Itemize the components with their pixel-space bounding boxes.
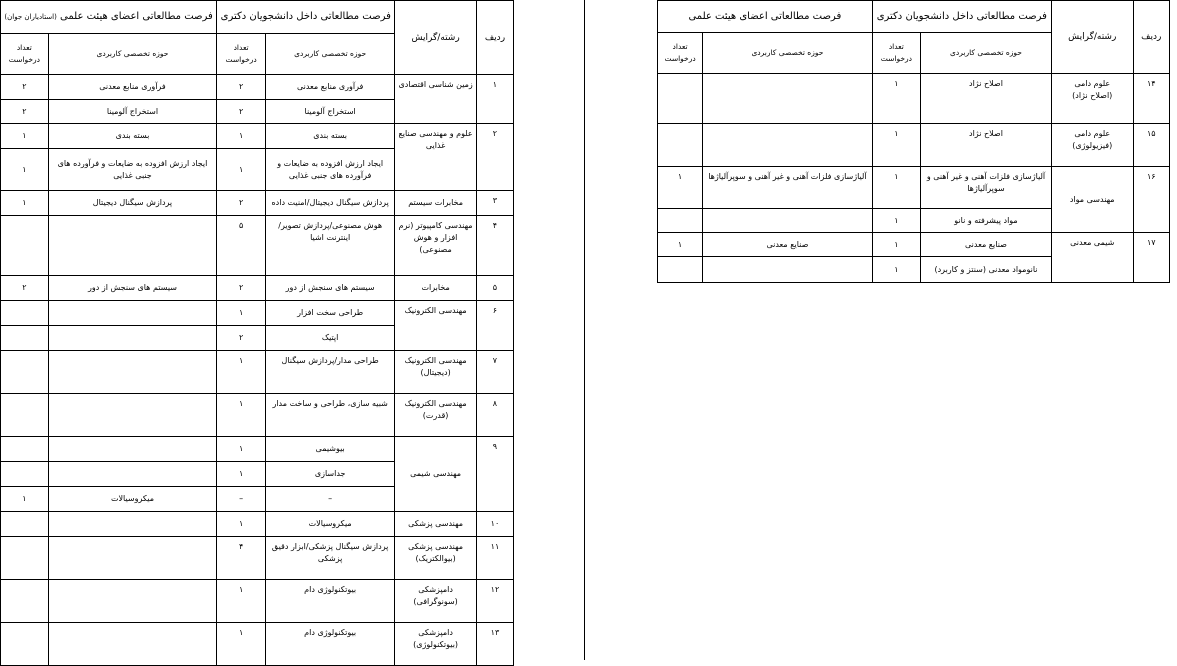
student-domain-cell: طراحی سخت افزار bbox=[266, 301, 395, 326]
row-number: ۱۴ bbox=[1133, 74, 1169, 124]
faculty-domain-cell bbox=[703, 74, 873, 124]
student-count-cell: ۱ bbox=[217, 580, 266, 623]
faculty-domain-cell bbox=[48, 351, 217, 394]
field-cell: دامپزشکی (سونوگرافی) bbox=[395, 580, 477, 623]
row-number: ۱ bbox=[476, 75, 513, 124]
student-domain-cell: جداسازی bbox=[266, 462, 395, 487]
student-count-cell: ۱ bbox=[217, 462, 266, 487]
faculty-domain-cell: استخراج آلومینا bbox=[48, 100, 217, 124]
faculty-count-cell bbox=[1, 580, 49, 623]
student-count-cell: ۱ bbox=[217, 149, 266, 191]
student-count-cell: ۱ bbox=[217, 512, 266, 537]
student-domain-cell: اپتیک bbox=[266, 326, 395, 351]
student-count-cell: ۲ bbox=[217, 191, 266, 216]
header-student-domain: حوزه تخصصی کاربردی bbox=[266, 34, 395, 75]
faculty-domain-cell bbox=[48, 301, 217, 326]
header-faculty-domain: حوزه تخصصی کاربردی bbox=[48, 34, 217, 75]
student-domain-cell: سیستم های سنجش از دور bbox=[266, 276, 395, 301]
student-count-cell: ۱ bbox=[872, 124, 920, 167]
student-count-cell: ۲ bbox=[217, 100, 266, 124]
header-faculty-group: فرصت مطالعاتی اعضای هیئت علمی (استادیاران جوان) bbox=[1, 1, 217, 34]
faculty-domain-cell bbox=[703, 209, 873, 233]
header-faculty-count: تعداد درخواست bbox=[1, 34, 49, 75]
faculty-count-cell bbox=[1, 326, 49, 351]
faculty-count-cell bbox=[1, 512, 49, 537]
field-cell: علوم دامی (فیزیولوژی) bbox=[1051, 124, 1133, 167]
table-row bbox=[1, 351, 514, 394]
row-number: ۶ bbox=[476, 301, 513, 351]
field-cell: مخابرات bbox=[395, 276, 477, 301]
faculty-domain-cell: سیستم های سنجش از دور bbox=[48, 276, 217, 301]
faculty-domain-cell bbox=[48, 394, 217, 437]
faculty-domain-cell bbox=[703, 124, 873, 167]
student-count-cell: ۲ bbox=[217, 276, 266, 301]
faculty-count-cell bbox=[658, 257, 703, 283]
row-number: ۱۱ bbox=[476, 537, 513, 580]
faculty-count-cell: ۲ bbox=[1, 100, 49, 124]
student-domain-cell: اصلاح نژاد bbox=[921, 124, 1052, 167]
field-cell: مهندسی الکترونیک (قدرت) bbox=[395, 394, 477, 437]
row-number: ۱۲ bbox=[476, 580, 513, 623]
faculty-domain-cell: صنایع معدنی bbox=[703, 233, 873, 257]
faculty-domain-cell bbox=[48, 580, 217, 623]
faculty-count-cell bbox=[1, 301, 49, 326]
student-domain-cell: طراحی مدار/پردازش سیگنال bbox=[266, 351, 395, 394]
header-field: رشته/گرایش bbox=[395, 1, 477, 75]
faculty-domain-cell bbox=[703, 257, 873, 283]
student-domain-cell: بیوتکنولوژی دام bbox=[266, 580, 395, 623]
student-count-cell: ۱ bbox=[217, 351, 266, 394]
faculty-domain-cell bbox=[48, 437, 217, 462]
field-cell: علوم و مهندسی صنایع غذایی bbox=[395, 124, 477, 191]
row-number: ۵ bbox=[476, 276, 513, 301]
left-study-table bbox=[0, 0, 514, 666]
header-faculty-domain: حوزه تخصصی کاربردی bbox=[703, 33, 873, 74]
row-number: ۱۰ bbox=[476, 512, 513, 537]
faculty-count-cell bbox=[1, 437, 49, 462]
faculty-domain-cell bbox=[48, 537, 217, 580]
student-domain-cell: پردازش سیگنال دیجیتال/امنیت داده bbox=[266, 191, 395, 216]
right-study-table bbox=[657, 0, 1170, 283]
faculty-domain-cell: میکروسیالات bbox=[48, 487, 217, 512]
student-count-cell: ۱ bbox=[872, 209, 920, 233]
student-count-cell: ۲ bbox=[217, 326, 266, 351]
faculty-count-cell bbox=[1, 462, 49, 487]
header-students-group: فرصت مطالعاتی داخل دانشجویان دکتری bbox=[217, 1, 395, 34]
table-row bbox=[658, 124, 1170, 167]
row-number: ۲ bbox=[476, 124, 513, 191]
row-number: ۸ bbox=[476, 394, 513, 437]
faculty-count-cell: ۱ bbox=[1, 124, 49, 149]
faculty-domain-cell: فرآوری منابع معدنی bbox=[48, 75, 217, 100]
student-domain-cell: بسته بندی bbox=[266, 124, 395, 149]
student-domain-cell: آلیاژسازی فلزات آهنی و غیر آهنی و سوپرآلیاژها bbox=[921, 167, 1052, 209]
faculty-count-cell bbox=[1, 394, 49, 437]
table-row bbox=[1, 580, 514, 623]
table-row bbox=[658, 233, 1170, 257]
field-cell: مهندسی مواد bbox=[1051, 167, 1133, 233]
student-count-cell: ۴ bbox=[217, 537, 266, 580]
student-domain-cell: نانومواد معدنی (سنتز و کاربرد) bbox=[921, 257, 1052, 283]
faculty-count-cell bbox=[658, 74, 703, 124]
row-number: ۴ bbox=[476, 216, 513, 276]
header-row-no: ردیف bbox=[1133, 1, 1169, 74]
field-cell: مهندسی شیمی bbox=[395, 437, 477, 512]
student-domain-cell: بیوتکنولوژی دام bbox=[266, 623, 395, 666]
student-domain-cell: بیوشیمی bbox=[266, 437, 395, 462]
header-faculty-group: فرصت مطالعاتی اعضای هیئت علمی bbox=[658, 1, 873, 33]
faculty-count-cell bbox=[1, 537, 49, 580]
row-number: ۱۷ bbox=[1133, 233, 1169, 283]
table-row bbox=[1, 512, 514, 537]
student-count-cell: ۱ bbox=[872, 257, 920, 283]
header-row-no: ردیف bbox=[476, 1, 513, 75]
table-row bbox=[1, 623, 514, 666]
table-row bbox=[1, 301, 514, 326]
faculty-count-cell: ۲ bbox=[1, 276, 49, 301]
faculty-count-cell bbox=[658, 124, 703, 167]
row-number: ۳ bbox=[476, 191, 513, 216]
faculty-count-cell: ۱ bbox=[1, 149, 49, 191]
student-count-cell: ۱ bbox=[217, 301, 266, 326]
faculty-domain-cell bbox=[48, 216, 217, 276]
faculty-count-cell: ۱ bbox=[1, 487, 49, 512]
field-cell: مهندسی الکترونیک bbox=[395, 301, 477, 351]
field-cell: علوم دامی (اصلاح نژاد) bbox=[1051, 74, 1133, 124]
faculty-domain-cell bbox=[48, 512, 217, 537]
field-cell: شیمی معدنی bbox=[1051, 233, 1133, 283]
table-row bbox=[1, 216, 514, 276]
faculty-count-cell: ۱ bbox=[658, 233, 703, 257]
student-count-cell: ۱ bbox=[872, 233, 920, 257]
row-number: ۷ bbox=[476, 351, 513, 394]
field-cell: مهندسی پزشکی bbox=[395, 512, 477, 537]
student-count-cell: ۵ bbox=[217, 216, 266, 276]
page-divider bbox=[584, 0, 585, 660]
student-domain-cell: صنایع معدنی bbox=[921, 233, 1052, 257]
row-number: ۱۵ bbox=[1133, 124, 1169, 167]
student-domain-cell: استخراج آلومینا bbox=[266, 100, 395, 124]
table-row bbox=[1, 124, 514, 149]
faculty-count-cell: ۲ bbox=[1, 75, 49, 100]
student-domain-cell: پردازش سیگنال پزشکی/ابزار دقیق پزشکی bbox=[266, 537, 395, 580]
field-cell: مخابرات سیستم bbox=[395, 191, 477, 216]
student-domain-cell: فرآوری منابع معدنی bbox=[266, 75, 395, 100]
header-faculty-count: تعداد درخواست bbox=[658, 33, 703, 74]
faculty-count-cell bbox=[658, 209, 703, 233]
faculty-domain-cell bbox=[48, 462, 217, 487]
student-domain-cell: میکروسیالات bbox=[266, 512, 395, 537]
table-row bbox=[1, 75, 514, 100]
student-count-cell: ۱ bbox=[217, 437, 266, 462]
row-number: ۱۳ bbox=[476, 623, 513, 666]
faculty-count-cell bbox=[1, 623, 49, 666]
student-domain-cell: – bbox=[266, 487, 395, 512]
header-students-group: فرصت مطالعاتی داخل دانشجویان دکتری bbox=[872, 1, 1051, 33]
table-row bbox=[1, 276, 514, 301]
faculty-count-cell: ۱ bbox=[1, 191, 49, 216]
header-student-count: تعداد درخواست bbox=[217, 34, 266, 75]
field-cell: مهندسی کامپیوتر (نرم افزار و هوش مصنوعی) bbox=[395, 216, 477, 276]
student-count-cell: ۱ bbox=[217, 124, 266, 149]
table-row bbox=[1, 437, 514, 462]
faculty-domain-cell: پردازش سیگنال دیجیتال bbox=[48, 191, 217, 216]
field-cell: دامپزشکی (بیوتکنولوژی) bbox=[395, 623, 477, 666]
student-domain-cell: مواد پیشرفته و نانو bbox=[921, 209, 1052, 233]
student-domain-cell: ایجاد ارزش افزوده به ضایعات و فرآورده های جنبی غذایی bbox=[266, 149, 395, 191]
row-number: ۹ bbox=[476, 437, 513, 512]
field-cell: مهندسی الکترونیک (دیجیتال) bbox=[395, 351, 477, 394]
student-domain-cell: شبیه سازی، طراحی و ساخت مدار bbox=[266, 394, 395, 437]
student-count-cell: ۱ bbox=[872, 74, 920, 124]
row-number: ۱۶ bbox=[1133, 167, 1169, 233]
student-domain-cell: هوش مصنوعی/پردازش تصویر/اینترنت اشیا bbox=[266, 216, 395, 276]
header-student-count: تعداد درخواست bbox=[872, 33, 920, 74]
faculty-domain-cell: آلیاژسازی فلزات آهنی و غیر آهنی و سوپرآلیاژها bbox=[703, 167, 873, 209]
header-student-domain: حوزه تخصصی کاربردی bbox=[921, 33, 1052, 74]
field-cell: مهندسی پزشکی (بیوالکتریک) bbox=[395, 537, 477, 580]
table-row bbox=[658, 74, 1170, 124]
student-count-cell: ۱ bbox=[217, 623, 266, 666]
table-row bbox=[658, 167, 1170, 209]
student-domain-cell: اصلاح نژاد bbox=[921, 74, 1052, 124]
faculty-domain-cell bbox=[48, 326, 217, 351]
table-row bbox=[1, 394, 514, 437]
faculty-domain-cell: ایجاد ارزش افزوده به ضایعات و فرآورده های جنبی غذایی bbox=[48, 149, 217, 191]
faculty-domain-cell: بسته بندی bbox=[48, 124, 217, 149]
student-count-cell: – bbox=[217, 487, 266, 512]
student-count-cell: ۱ bbox=[872, 167, 920, 209]
student-count-cell: ۱ bbox=[217, 394, 266, 437]
header-field: رشته/گرایش bbox=[1051, 1, 1133, 74]
student-count-cell: ۲ bbox=[217, 75, 266, 100]
faculty-count-cell bbox=[1, 351, 49, 394]
faculty-domain-cell bbox=[48, 623, 217, 666]
table-row bbox=[1, 191, 514, 216]
table-row bbox=[1, 537, 514, 580]
field-cell: زمین شناسی اقتصادی bbox=[395, 75, 477, 124]
faculty-count-cell bbox=[1, 216, 49, 276]
faculty-count-cell: ۱ bbox=[658, 167, 703, 209]
